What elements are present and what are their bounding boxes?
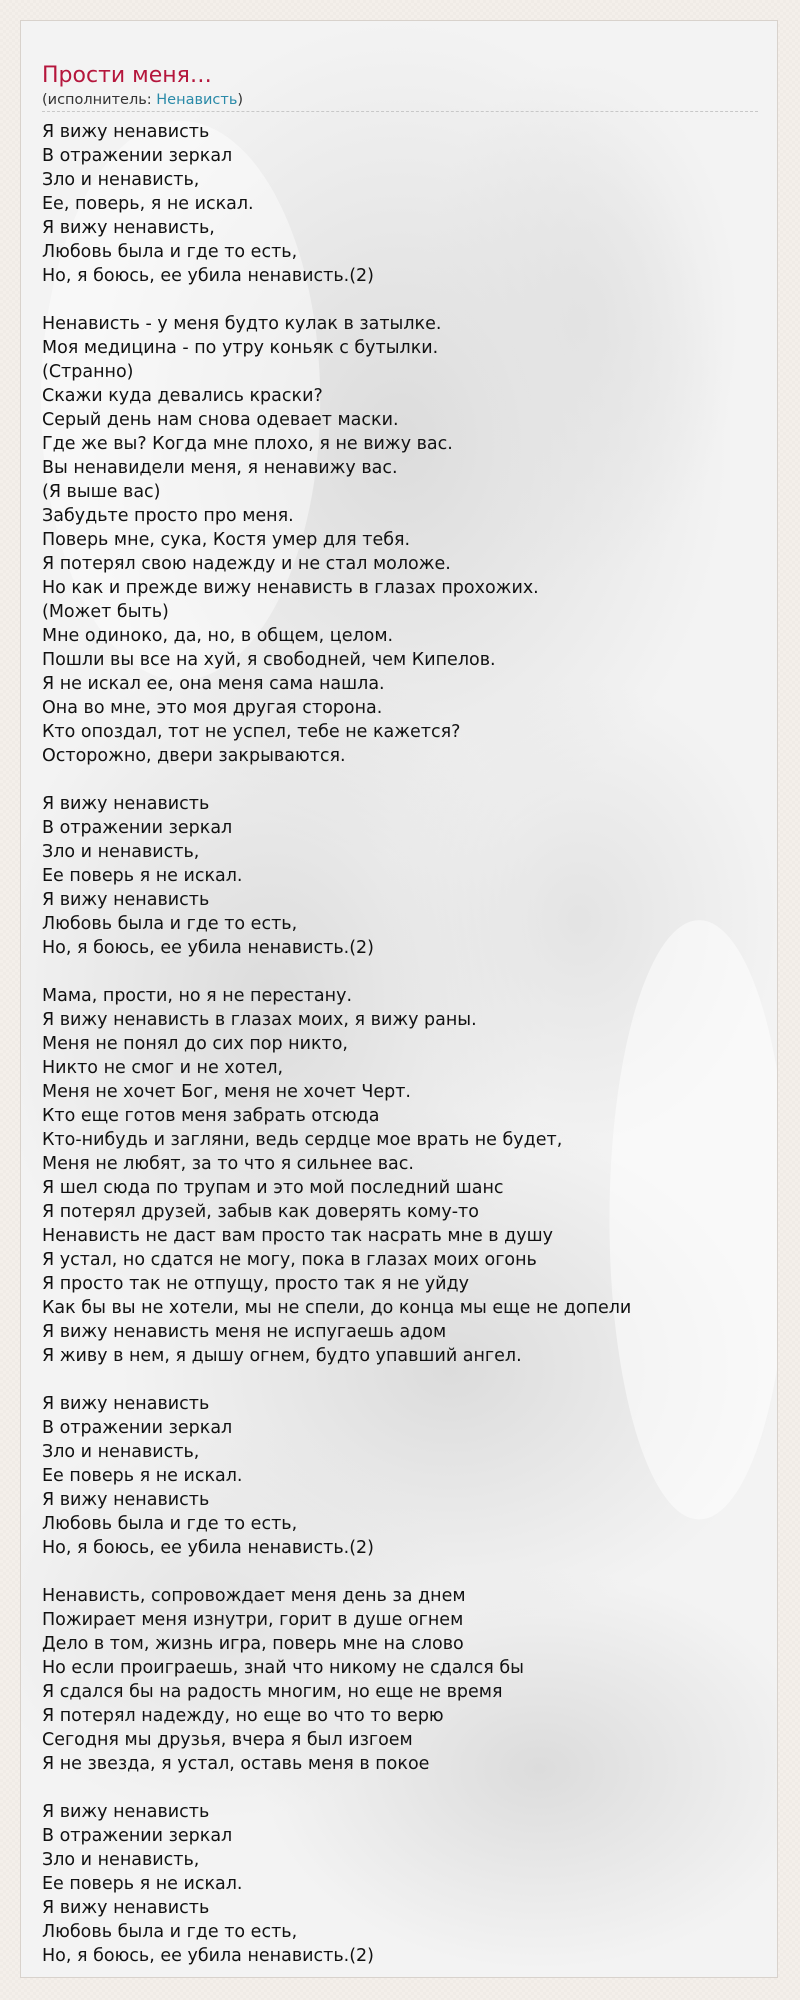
lyrics-stanza [42, 1584, 777, 1776]
lyrics-line: Скажи куда девались краски? [42, 386, 323, 406]
lyrics-line: Зло и ненависть, [42, 170, 200, 190]
lyrics-line: Ее поверь я не искал. [42, 1874, 243, 1894]
lyrics-line: Я вижу ненависть [42, 890, 210, 910]
lyrics-line: Я вижу ненависть меня не испугаешь адом [42, 1322, 447, 1342]
artist-link[interactable]: Ненависть [156, 92, 238, 108]
lyrics-line: Кто-нибудь и загляни, ведь сердце мое врать не будет, [42, 1130, 563, 1150]
lyrics-line: (Может быть) [42, 602, 169, 622]
lyrics-line: Я потерял свою надежду и не стал моложе. [42, 554, 451, 574]
lyrics-line: Осторожно, двери закрываются. [42, 746, 346, 766]
lyrics-line: Я шел сюда по трупам и это мой последний шанс [42, 1178, 504, 1198]
lyrics-line: Я не искал ее, она меня сама нашла. [42, 674, 385, 694]
lyrics-line: Ненависть не даст вам просто так насрать мне в душу [42, 1226, 554, 1246]
lyrics-line: Кто еще готов меня забрать отсюда [42, 1106, 380, 1126]
lyrics-line: В отражении зеркал [42, 1826, 233, 1846]
lyrics-line: Ее поверь я не искал. [42, 1466, 243, 1486]
lyrics-line: Но, я боюсь, ее убила ненависть.(2) [42, 938, 375, 958]
lyrics-line: Дело в том, жизнь игра, поверь мне на слово [42, 1634, 464, 1654]
lyrics-line: Кто опоздал, тот не успел, тебе не кажется? [42, 722, 461, 742]
lyrics-stanza [42, 792, 777, 960]
lyrics-stanza [42, 312, 777, 768]
lyrics-line: Я вижу ненависть, [42, 218, 215, 238]
song-title: Прости меня… [42, 63, 212, 88]
lyrics-line: Я вижу ненависть [42, 1898, 210, 1918]
lyrics-line: Меня не понял до сих пор никто, [42, 1034, 348, 1054]
lyrics-line: Она во мне, это моя другая сторона. [42, 698, 383, 718]
lyrics-line: Но если проиграешь, знай что никому не сдался бы [42, 1658, 524, 1678]
lyrics-line: Но как и прежде вижу ненависть в глазах прохожих. [42, 578, 539, 598]
lyrics-line: (Странно) [42, 362, 134, 382]
lyrics-stanza [42, 1800, 777, 1968]
lyrics-line: Ненависть, сопровождает меня день за днем [42, 1586, 466, 1606]
lyrics-line: Я вижу ненависть [42, 1802, 210, 1822]
lyrics-line: Я не звезда, я устал, оставь меня в покое [42, 1754, 430, 1774]
lyrics-line: Мама, прости, но я не перестану. [42, 986, 353, 1006]
lyrics-line: Меня не любят, за то что я сильнее вас. [42, 1154, 414, 1174]
lyrics-line: Поверь мне, сука, Костя умер для тебя. [42, 530, 411, 550]
lyrics-line: Любовь была и где то есть, [42, 914, 298, 934]
lyrics-line: Ее поверь я не искал. [42, 866, 243, 886]
lyrics-line: Любовь была и где то есть, [42, 1514, 298, 1534]
lyrics-line: Зло и ненависть, [42, 1850, 200, 1870]
lyrics-line: Ее, поверь, я не искал. [42, 194, 254, 214]
lyrics-stanza [42, 1392, 777, 1560]
lyrics-body [42, 120, 777, 1968]
lyrics-line: Я вижу ненависть в глазах моих, я вижу раны. [42, 1010, 477, 1030]
artist-line [42, 91, 758, 112]
lyrics-line: Зло и ненависть, [42, 842, 200, 862]
lyrics-line: В отражении зеркал [42, 818, 233, 838]
lyrics-card [20, 20, 778, 1978]
lyrics-line: Мне одиноко, да, но, в общем, целом. [42, 626, 394, 646]
lyrics-line: Сегодня мы друзья, вчера я был изгоем [42, 1730, 413, 1750]
lyrics-line: Я устал, но сдатся не могу, пока в глазах моих огонь [42, 1250, 537, 1270]
lyrics-line: Но, я боюсь, ее убила ненависть.(2) [42, 1946, 375, 1966]
lyrics-line: Никто не смог и не хотел, [42, 1058, 284, 1078]
lyrics-line: Но, я боюсь, ее убила ненависть.(2) [42, 1538, 375, 1558]
lyrics-line: Забудьте просто про меня. [42, 506, 294, 526]
artist-suffix: ) [237, 92, 244, 108]
lyrics-stanza [42, 120, 777, 288]
lyrics-stanza [42, 984, 777, 1368]
lyrics-line: Серый день нам снова одевает маски. [42, 410, 399, 430]
lyrics-line: Я просто так не отпущу, просто так я не уйду [42, 1274, 469, 1294]
lyrics-line: Я сдался бы на радость многим, но еще не время [42, 1682, 503, 1702]
lyrics-line: Любовь была и где то есть, [42, 242, 298, 262]
lyrics-line: Моя медицина - по утру коньяк с бутылки. [42, 338, 439, 358]
lyrics-line: Я вижу ненависть [42, 122, 210, 142]
lyrics-line: Любовь была и где то есть, [42, 1922, 298, 1942]
lyrics-line: Где же вы? Когда мне плохо, я не вижу вас. [42, 434, 453, 454]
lyrics-line: Пожирает меня изнутри, горит в душе огнем [42, 1610, 464, 1630]
lyrics-line: Я вижу ненависть [42, 1394, 210, 1414]
lyrics-line: Зло и ненависть, [42, 1442, 200, 1462]
lyrics-line: Я живу в нем, я дышу огнем, будто упавший ангел. [42, 1346, 522, 1366]
lyrics-line: Но, я боюсь, ее убила ненависть.(2) [42, 266, 375, 286]
lyrics-line: Пошли вы все на хуй, я свободней, чем Кипелов. [42, 650, 496, 670]
lyrics-line: Я потерял надежду, но еще во что то верю [42, 1706, 444, 1726]
lyrics-line: Ненависть - у меня будто кулак в затылке. [42, 314, 442, 334]
lyrics-line: Я потерял друзей, забыв как доверять кому-то [42, 1202, 479, 1222]
artist-prefix: (исполнитель: [42, 92, 157, 108]
lyrics-line: (Я выше вас) [42, 482, 161, 502]
lyrics-line: Я вижу ненависть [42, 794, 210, 814]
lyrics-line: Как бы вы не хотели, мы не спели, до конца мы еще не допели [42, 1298, 632, 1318]
lyrics-line: Я вижу ненависть [42, 1490, 210, 1510]
lyrics-line: Вы ненавидели меня, я ненавижу вас. [42, 458, 398, 478]
lyrics-line: Меня не хочет Бог, меня не хочет Черт. [42, 1082, 411, 1102]
lyrics-line: В отражении зеркал [42, 146, 233, 166]
lyrics-line: В отражении зеркал [42, 1418, 233, 1438]
